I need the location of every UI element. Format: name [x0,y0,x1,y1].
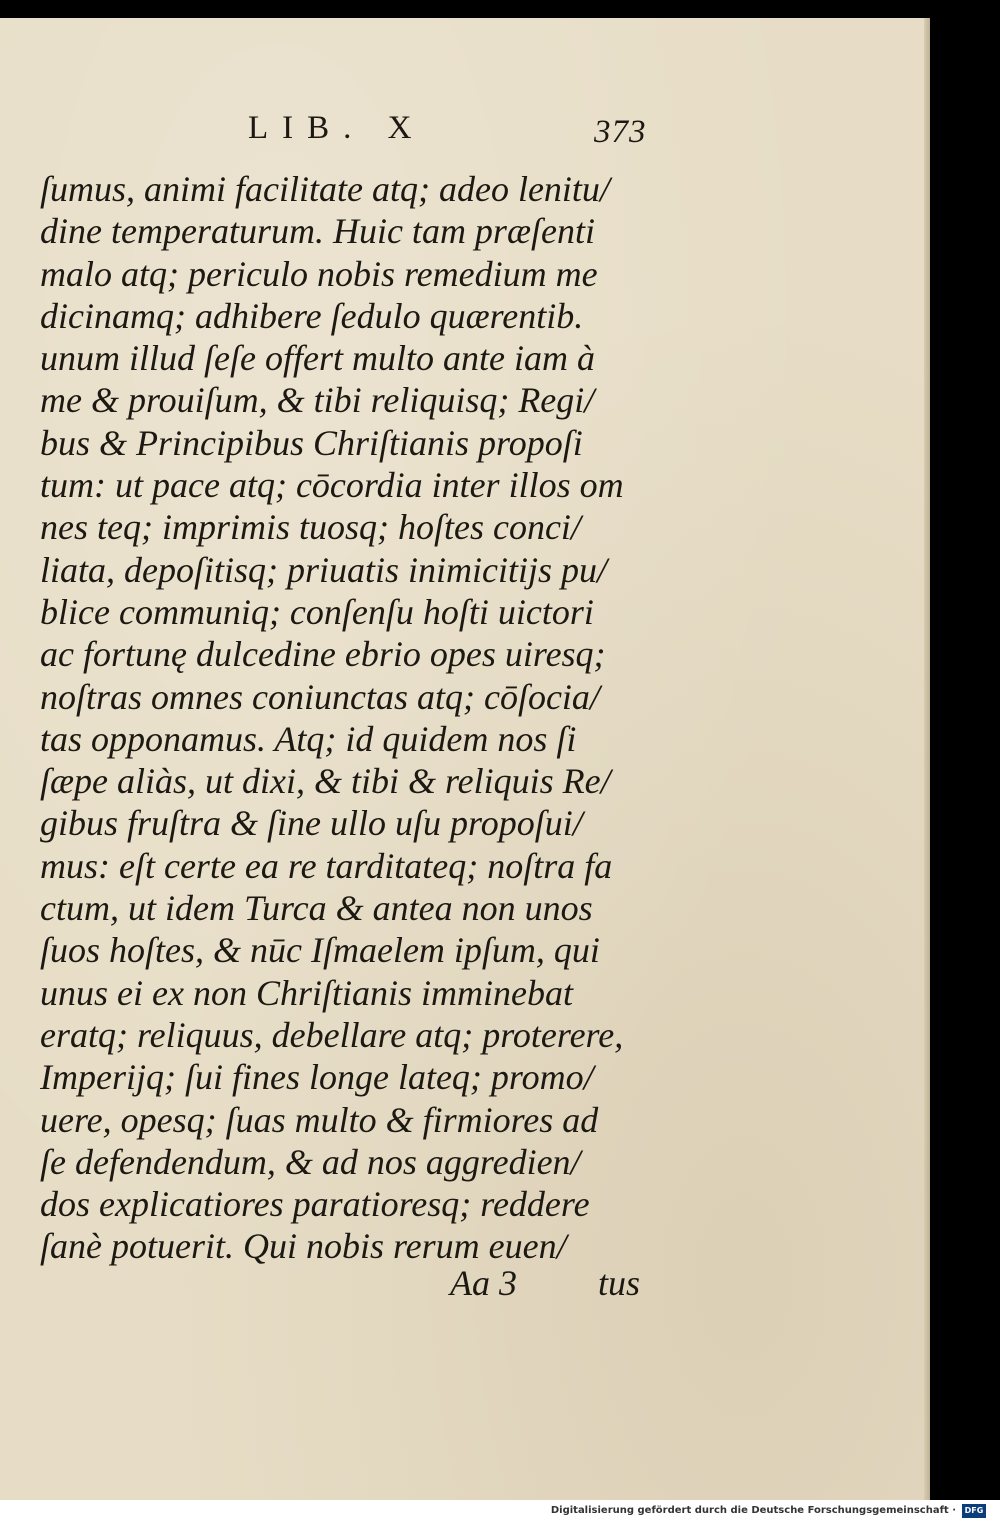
catchword: tus [598,1263,641,1303]
text-line: Imperijq; ſui fines longe lateq; promo/ [40,1057,594,1098]
text-line: ſe defendendum, & ad nos aggredien/ [40,1141,581,1182]
text-line: ac fortunę dulcedine ebrio opes uiresq; [40,634,606,675]
text-line: ſuos hoſtes, & nūc Iſmaelem ipſum, qui [40,930,600,971]
signature-mark: Aa 3 [450,1263,517,1303]
text-line: unum illud ſeſe offert multo ante iam à [40,338,595,379]
text-line: unus ei ex non Chriſtianis imminebat [40,972,573,1013]
text-line: ſanè potuerit. Qui nobis rerum euen/ [40,1226,567,1267]
text-line: mus: eſt certe ea re tarditateq; noſtra fa [40,845,613,886]
text-line: gibus fruſtra & ſine ullo uſu propoſui/ [40,803,583,844]
dfg-logo-icon: DFG [962,1504,986,1518]
signature-line [0,1262,930,1306]
page-number: 373 [594,114,647,150]
text-line: noſtras omnes coniunctas atq; cōſocia/ [40,676,600,717]
text-line: ſumus, animi facilitate atq; adeo lenitu/ [40,169,610,209]
text-line: tas opponamus. Atq; id quidem nos ſi [40,718,577,759]
text-line: dicinamq; adhibere ſedulo quærentib. [40,295,584,336]
running-title: LIB. X [248,110,426,146]
text-line: eratq; reliquus, debellare atq; proterere, [40,1014,624,1055]
text-line: liata, depoſitisq; priuatis inimicitijs pu/ [40,549,608,590]
funding-credit: Digitalisierung gefördert durch die Deutsche Forschungsgemeinschaft · [550,1505,956,1516]
running-head [0,110,930,154]
text-line: ctum, ut idem Turca & antea non unos [40,888,593,929]
text-block [40,168,680,1268]
text-line: nes teq; imprimis tuosq; hoſtes conci/ [40,507,581,548]
text-line: ſæpe aliàs, ut dixi, & tibi & reliquis Re/ [40,761,611,802]
text-line: dos explicatiores paratioresq; reddere [40,1184,590,1225]
text-line: malo atq; periculo nobis remedium me [40,253,598,294]
book-page [0,18,930,1500]
text-line: dine temperaturum. Huic tam præſenti [40,211,595,252]
text-line: bus & Principibus Chriſtianis propoſi [40,422,583,463]
text-line: tum: ut pace atq; cōcordia inter illos om [40,465,624,506]
text-line: blice communiq; conſenſu hoſti uictori [40,591,594,632]
footer-bar [0,1500,1000,1524]
text-line: uere, opesq; ſuas multo & firmiores ad [40,1099,599,1140]
text-line: me & prouiſum, & tibi reliquisq; Regi/ [40,380,595,421]
